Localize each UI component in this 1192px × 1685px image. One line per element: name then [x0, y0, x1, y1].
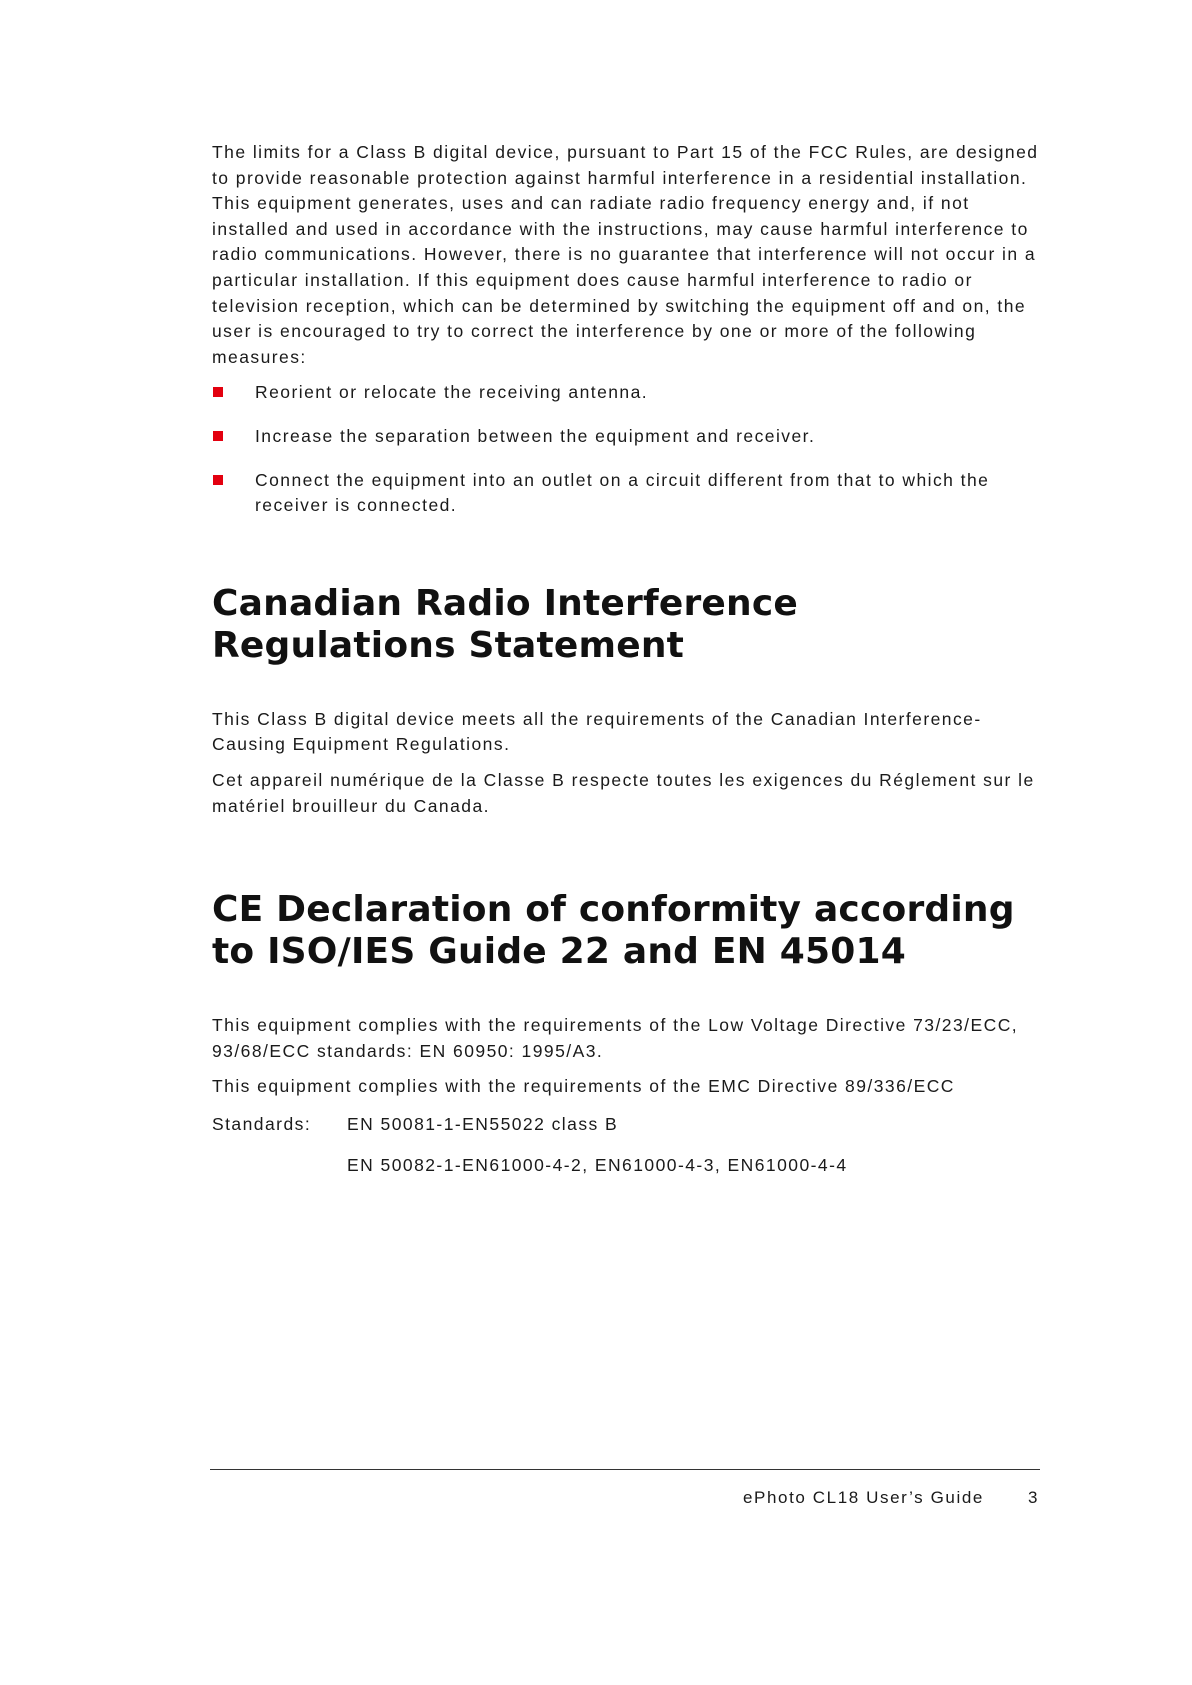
standard-item: EN 50081-1-EN55022 class B	[347, 1113, 619, 1134]
footer-divider	[210, 1469, 1040, 1470]
standards-label-spacer	[212, 1153, 347, 1179]
ce-lvd-paragraph: This equipment complies with the requirements of the Low Voltage Directive 73/23/ECC, 93/68/ECC standards: EN 60950: 1995/A3.	[212, 1015, 1019, 1061]
standards-list	[212, 1112, 1042, 1179]
ce-emc-paragraph: This equipment complies with the requirements of the EMC Directive 89/336/ECC	[212, 1076, 955, 1097]
page-content	[212, 140, 1042, 1179]
standards-label: Standards:	[212, 1113, 312, 1134]
red-square-bullet-icon	[213, 431, 223, 441]
page-footer	[743, 1488, 1039, 1508]
fcc-measures-list	[212, 380, 1042, 518]
canada-heading: Canadian Radio Interference Regulations Statement	[212, 582, 799, 666]
measure-text: Connect the equipment into an outlet on a circuit different from that to which the receiver is connected.	[255, 469, 990, 516]
fcc-intro-paragraph: The limits for a Class B digital device, pursuant to Part 15 of the FCC Rules, are designed to provide reasonable protection against harmful interference in a residential installation. This equipment generates, uses and can radiate radio frequency energy and, if not installed and used in accordance with the instructions, may cause harmful interference to radio communications. However, there is no guarantee that interference will not occur in a particular installation. If this equipment does cause harmful interference to radio or television reception, which can be determined by switching the equipment off and on, the user is encouraged to try to correct the interference by one or more of the following measures:	[212, 142, 1039, 367]
list-item	[212, 380, 1042, 406]
list-item	[212, 424, 1042, 450]
ce-heading: CE Declaration of conformity according to ISO/IES Guide 22 and EN 45014	[212, 889, 1015, 973]
standard-item: EN 50082-1-EN61000-4-2, EN61000-4-3, EN61000-4-4	[347, 1155, 848, 1176]
measure-text: Reorient or relocate the receiving antenna.	[255, 382, 649, 403]
page-number: 3	[1027, 1488, 1039, 1507]
measure-text: Increase the separation between the equipment and receiver.	[255, 425, 816, 446]
red-square-bullet-icon	[213, 475, 223, 485]
canada-paragraph-fr: Cet appareil numérique de la Classe B respecte toutes les exigences du Réglement sur le matériel brouilleur du Canada.	[212, 769, 1035, 816]
red-square-bullet-icon	[213, 387, 223, 397]
canada-paragraph-en: This Class B digital device meets all the requirements of the Canadian Interference-Causing Equipment Regulations.	[212, 708, 982, 755]
footer-guide-title: ePhoto CL18 User’s Guide	[742, 1488, 984, 1507]
list-item	[212, 468, 1042, 519]
